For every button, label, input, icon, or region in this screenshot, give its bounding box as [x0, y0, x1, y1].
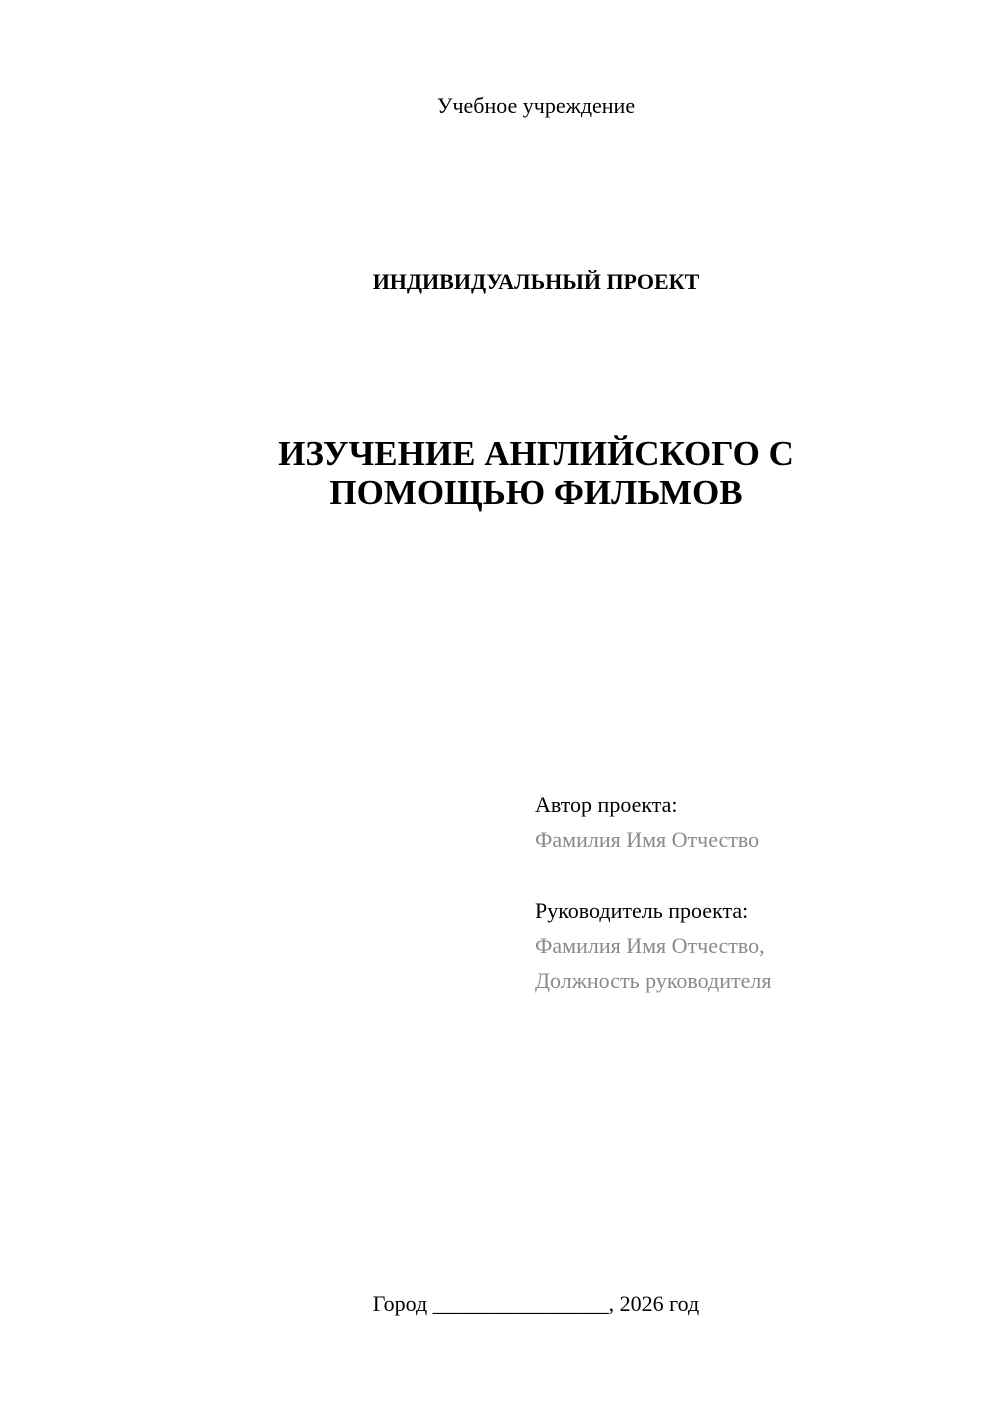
city-year-footer: Город ________________, 2026 год [372, 1291, 700, 1316]
supervisor-position: Должность руководителя [535, 968, 772, 993]
author-label: Автор проекта: [535, 792, 678, 817]
project-title [0, 434, 1000, 512]
project-title-line-2: ПОМОЩЬЮ ФИЛЬМОВ [329, 473, 743, 512]
supervisor-block [535, 893, 771, 998]
supervisor-label: Руководитель проекта: [535, 898, 749, 923]
institution-name: Учебное учреждение [436, 93, 636, 118]
project-title-line-1: ИЗУЧЕНИЕ АНГЛИЙСКОГО С [278, 434, 794, 473]
supervisor-name: Фамилия Имя Отчество, [535, 933, 765, 958]
project-type-heading: ИНДИВИДУАЛЬНЫЙ ПРОЕКТ [372, 269, 700, 294]
author-name: Фамилия Имя Отчество [535, 827, 760, 852]
author-block [535, 787, 759, 857]
